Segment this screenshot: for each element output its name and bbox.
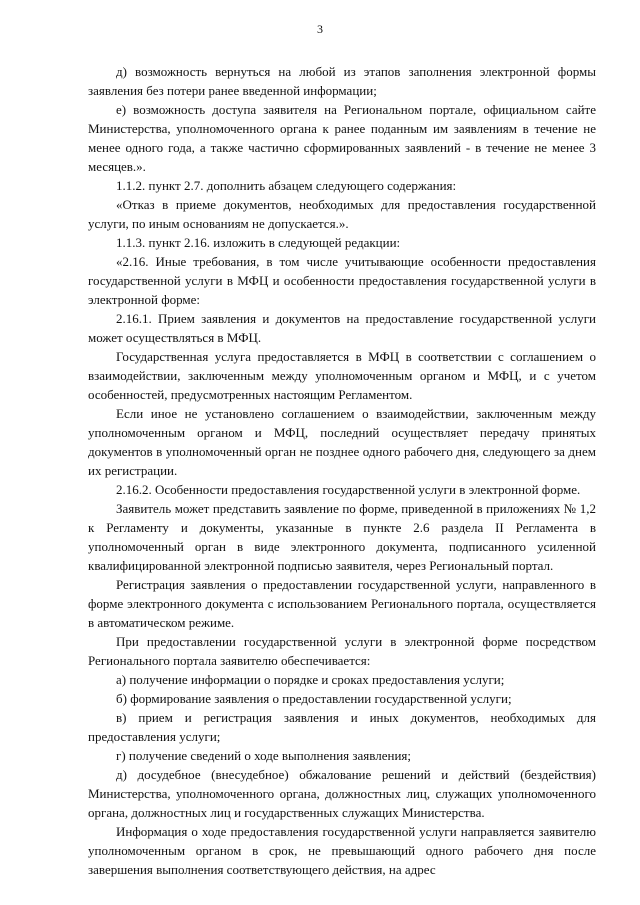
paragraph-mfc-agreement: Государственная услуга предоставляется в МФЦ в соответствии с соглашением о взаимодействии, заключенным между уполномоченным органом и МФЦ, и с учетом особенностей, предусмотренных настоящим Регламентом.: [88, 349, 596, 402]
list-item-b: б) формирование заявления о предоставлении государственной услуги;: [116, 691, 512, 706]
list-item-v: в) прием и регистрация заявления и иных документов, необходимых для предоставления услуги;: [88, 710, 596, 744]
paragraph-1-1-2: 1.1.2. пункт 2.7. дополнить абзацем следующего содержания:: [116, 178, 457, 193]
paragraph-2-16-1: 2.16.1. Прием заявления и документов на предоставление государственной услуги может осуществляться в МФЦ.: [88, 311, 596, 345]
list-item-a: а) получение информации о порядке и сроках предоставления услуги;: [116, 672, 505, 687]
paragraph-portal-provides: При предоставлении государственной услуги в электронной форме посредством Регионального портала заявителю обеспечивается:: [88, 634, 596, 668]
paragraph-1-1-3: 1.1.3. пункт 2.16. изложить в следующей редакции:: [116, 235, 401, 250]
paragraph-progress-info: Информация о ходе предоставления государственной услуги направляется заявителю уполномоченным органом в срок, не превышающий одного рабочего дня после завершения выполнения соответствующего действия, на адрес: [88, 824, 596, 877]
paragraph-item-e-access: е) возможность доступа заявителя на Региональном портале, официальном сайте Министерства, уполномоченного органа к ранее поданным им заявлениям в течение не менее одного года, а также частично сформированных заявлений - в течение не менее 3 месяцев.».: [88, 102, 596, 174]
paragraph-mfc-transfer: Если иное не установлено соглашением о взаимодействии, заключенным между уполномоченным органом и МФЦ, последний осуществляет передачу принятых документов в уполномоченный орган не позднее одного рабочего дня, следующего за днем их регистрации.: [88, 406, 596, 478]
paragraph-refusal-quote: «Отказ в приеме документов, необходимых для предоставления государственной услуги, по иным основаниям не допускается.».: [88, 197, 596, 231]
paragraph-2-16: «2.16. Иные требования, в том числе учитывающие особенности предоставления государственной услуги в МФЦ и особенности предоставления государственной услуги в электронной форме:: [88, 254, 596, 307]
list-item-g: г) получение сведений о ходе выполнения заявления;: [116, 748, 412, 763]
paragraph-registration: Регистрация заявления о предоставлении государственной услуги, направленного в форме электронного документа с использованием Регионального портала, осуществляется в автоматическом режиме.: [88, 577, 596, 630]
paragraph-applicant-submit: Заявитель может представить заявление по форме, приведенной в приложениях № 1,2 к Регламенту и документы, указанные в пункте 2.6 раздела II Регламента в уполномоченный орган в виде электронного документа, подписанного усиленной квалифицированной электронной подписью заявителя, через Региональный портал.: [88, 501, 596, 573]
list-item-d-appeal: д) досудебное (внесудебное) обжалование решений и действий (бездействия) Министерства, уполномоченного органа, должностных лиц, служащих уполномоченного органа, должностных лиц и государственных служащих Министерства.: [88, 767, 596, 820]
page-number: 3: [317, 22, 323, 36]
paragraph-item-d-return: д) возможность вернуться на любой из этапов заполнения электронной формы заявления без потери ранее введенной информации;: [88, 64, 596, 98]
paragraph-2-16-2: 2.16.2. Особенности предоставления государственной услуги в электронной форме.: [116, 482, 581, 497]
document-body: [88, 62, 596, 879]
